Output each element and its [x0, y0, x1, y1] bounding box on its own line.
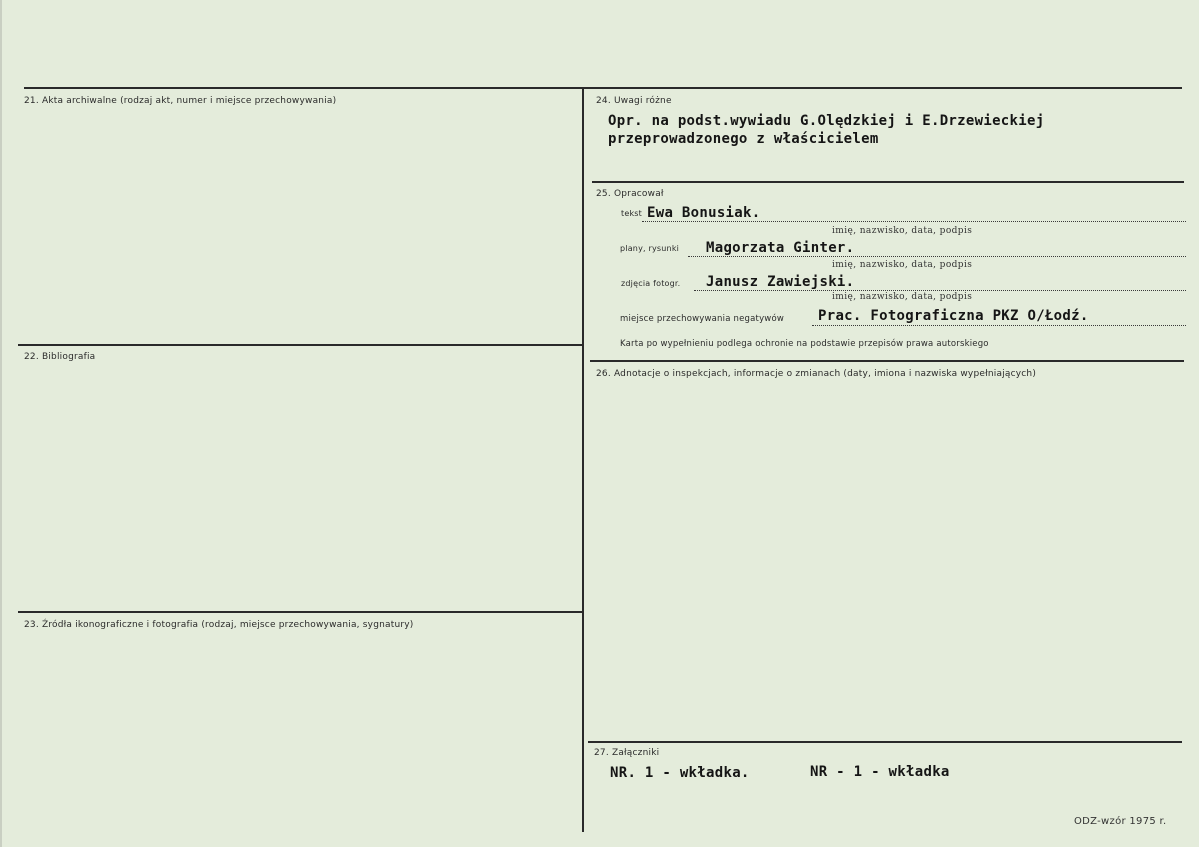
plany-caption: imię, nazwisko, data, podpis	[832, 260, 973, 270]
tekst-value: Ewa Bonusiak.	[647, 205, 761, 221]
rule-25-26	[590, 360, 1184, 362]
center-divider	[582, 88, 584, 832]
copyright-note: Karta po wypełnieniu podlega ochronie na podstawie przepisów prawa autorskiego	[620, 339, 989, 349]
tekst-dotted-line	[642, 221, 1186, 222]
section-25-label: 25. Opracował	[596, 189, 664, 199]
top-rule	[24, 87, 1182, 89]
zdjecia-label: zdjęcia fotogr.	[621, 279, 681, 288]
tekst-caption: imię, nazwisko, data, podpis	[832, 226, 973, 236]
remarks-line-1: Opr. na podst.wywiadu G.Olędzkiej i E.Drzewieckiej	[608, 113, 1045, 129]
rule-22-23	[18, 611, 582, 613]
section-22-label: 22. Bibliografia	[24, 352, 96, 362]
attachment-value-2: NR - 1 - wkładka	[810, 764, 950, 780]
section-26-label: 26. Adnotacje o inspekcjach, informacje o zmianach (daty, imiona i nazwiska wypełniających)	[596, 369, 1037, 379]
plany-label: plany, rysunki	[620, 244, 680, 253]
tekst-label: tekst	[621, 209, 642, 218]
rule-21-22	[18, 344, 584, 346]
section-21-label: 21. Akta archiwalne (rodzaj akt, numer i miejsce przechowywania)	[24, 96, 337, 106]
remarks-line-2: przeprowadzonego z właścicielem	[608, 131, 879, 147]
section-24-label: 24. Uwagi różne	[596, 96, 672, 106]
miejsce-dotted-line	[812, 325, 1186, 326]
plany-value: Magorzata Ginter.	[706, 240, 855, 256]
section-27-label: 27. Załączniki	[594, 748, 660, 758]
zdjecia-value: Janusz Zawiejski.	[706, 274, 855, 290]
rule-26-27	[588, 741, 1182, 743]
section-23-label: 23. Źródła ikonograficzne i fotografia (rodzaj, miejsce przechowywania, sygnatury)	[24, 620, 414, 630]
attachment-value-1: NR. 1 - wkładka.	[610, 765, 750, 781]
form-identifier: ODZ-wzór 1975 r.	[1074, 816, 1167, 827]
miejsce-value: Prac. Fotograficzna PKZ O/Łodź.	[818, 308, 1089, 324]
zdjecia-dotted-line	[694, 290, 1186, 291]
miejsce-label: miejsce przechowywania negatywów	[620, 314, 784, 324]
zdjecia-caption: imię, nazwisko, data, podpis	[832, 292, 973, 302]
rule-24-25	[592, 181, 1184, 183]
plany-dotted-line	[688, 256, 1186, 257]
